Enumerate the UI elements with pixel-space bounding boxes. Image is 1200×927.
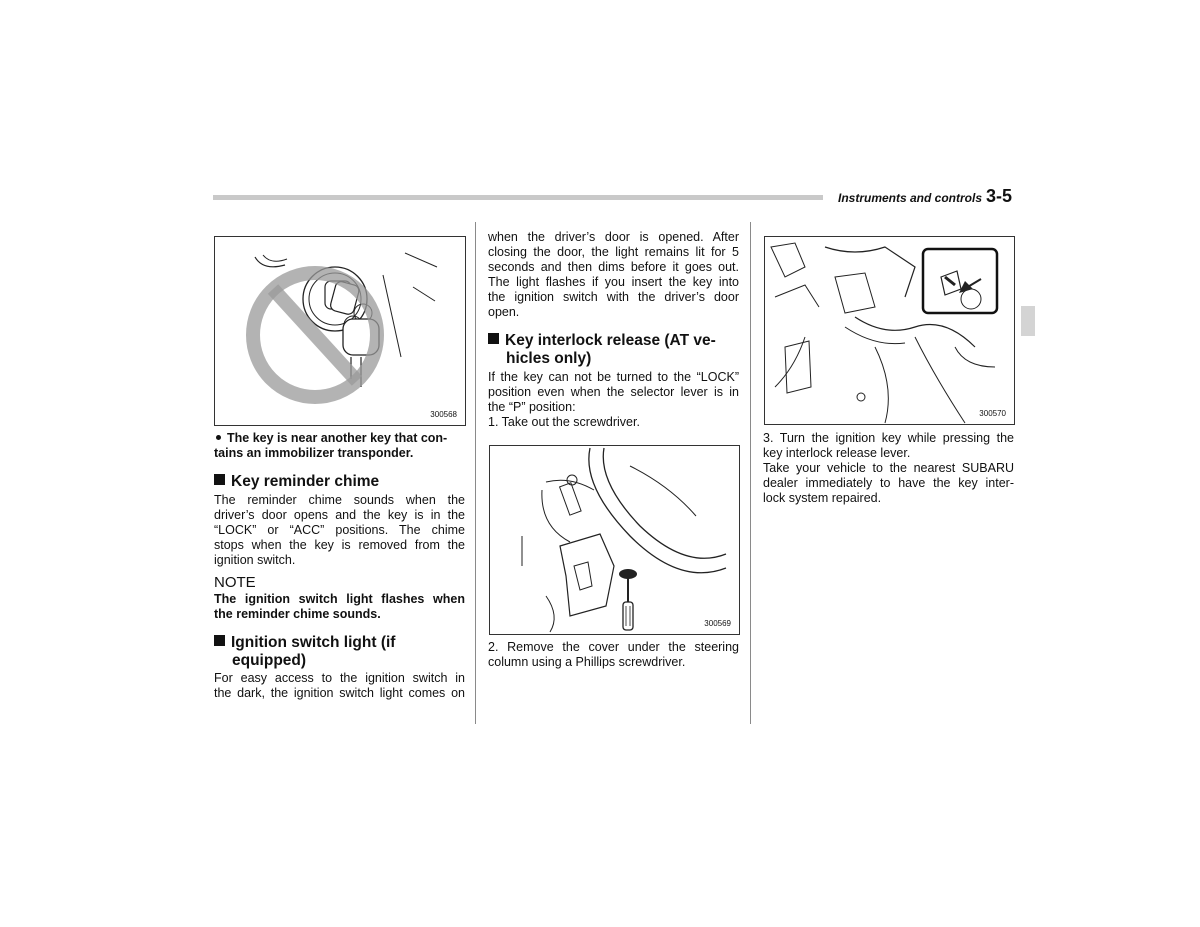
key-illustration (215, 237, 465, 425)
column-divider-2 (750, 222, 751, 724)
column-2-bottom (488, 640, 739, 670)
column-divider-1 (475, 222, 476, 724)
column-2 (488, 230, 739, 430)
step-3: 3. Turn the ignition key while pressing the key interlock release lever. (763, 431, 1014, 460)
key-reminder-paragraph: The reminder chime sounds when the driver’s door opens and the key is in the “LOCK” or “ACC” positions. The chime stops when the key is removed from the ignition switch. (214, 493, 465, 567)
note-text: The ignition switch light flashes when the reminder chime sounds. (214, 592, 465, 621)
bullet-dot (216, 435, 221, 440)
heading-key-reminder-chime: Key reminder chime (214, 473, 465, 491)
figure-key-near-transponder (214, 236, 466, 426)
figure-number: 300570 (979, 409, 1006, 418)
figure-number: 300569 (704, 619, 731, 628)
heading-ignition-switch-light: Ignition switch light (if equipped) (214, 634, 465, 670)
step-1: 1. Take out the screwdriver. (488, 415, 640, 429)
interlock-paragraph: If the key can not be turned to the “LOCK” position even when the selector lever is in the “P” position: (488, 370, 739, 414)
figure-interlock-release-lever (764, 236, 1015, 425)
figure-steering-column-cover (489, 445, 740, 635)
dealer-advice-paragraph: Take your vehicle to the nearest SUBARU dealer immediately to have the key inter- lock system repaired. (763, 461, 1014, 505)
ignition-light-paragraph: For easy access to the ignition switch in the dark, the ignition switch light comes on (214, 671, 465, 700)
bullet-line: tains an immobilizer transponder. (214, 446, 414, 460)
heading-key-interlock-release: Key interlock release (AT ve- hicles only) (488, 332, 739, 368)
running-header (838, 186, 1012, 207)
ignition-light-continued: when the driver’s door is opened. After closing the door, the light remains lit for 5 seconds and then dims before it goes out. The light flashes if you insert the key into the ignition switch with the driver’s door open. (488, 230, 739, 319)
figure-number: 300568 (430, 410, 457, 419)
heading-square-icon (488, 333, 499, 344)
note-title: NOTE (214, 574, 256, 591)
heading-square-icon (214, 635, 225, 646)
column-3 (763, 431, 1014, 506)
section-number: 3-5 (986, 186, 1013, 206)
header-rule (213, 195, 823, 200)
bullet-line: The key is near another key that con- (227, 431, 448, 445)
bullet-immobilizer (214, 431, 465, 461)
heading-square-icon (214, 474, 225, 485)
chapter-tab (1021, 306, 1035, 336)
steering-column-illustration (490, 446, 739, 634)
interlock-lever-illustration (765, 237, 1014, 424)
column-1 (214, 431, 465, 701)
section-title: Instruments and controls (838, 191, 983, 205)
step-2: 2. Remove the cover under the steering column using a Phillips screwdriver. (488, 640, 739, 669)
